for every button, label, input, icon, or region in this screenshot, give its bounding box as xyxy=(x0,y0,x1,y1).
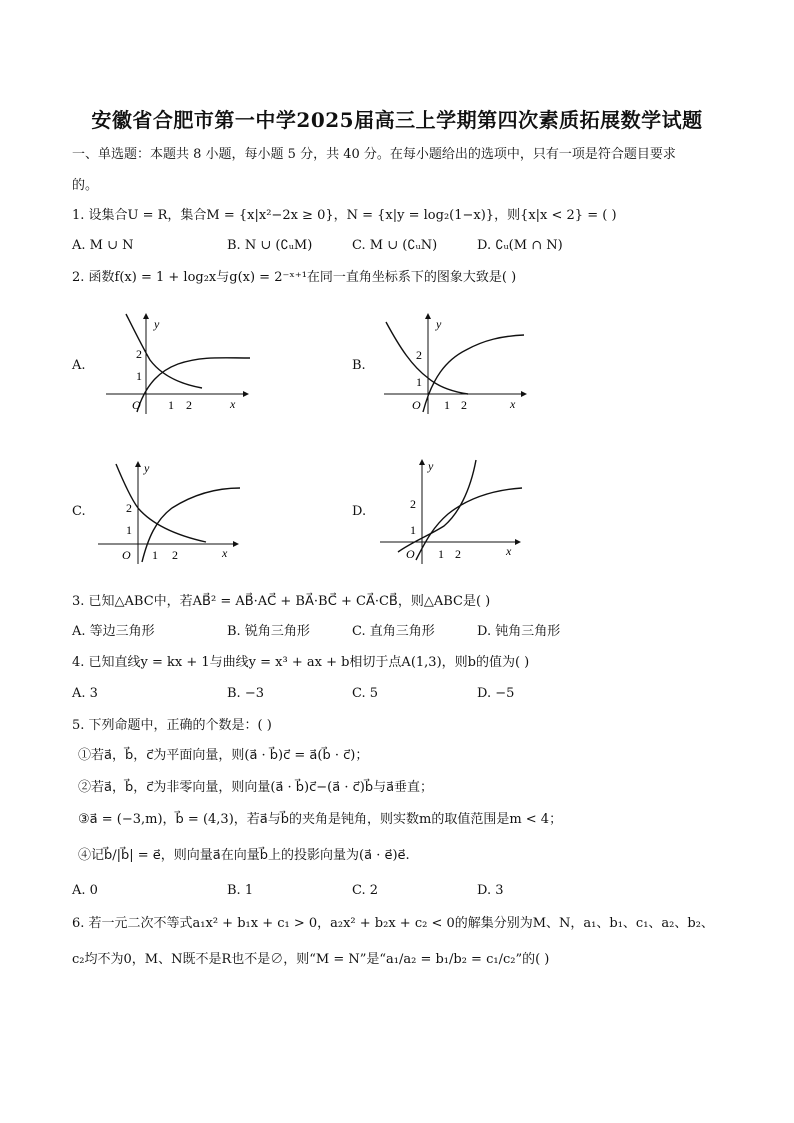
graph-b-tick-x1: 1 xyxy=(444,398,450,412)
graph-c-x-label: x xyxy=(222,546,228,560)
question-5-item-4: ④记b⃗/|b⃗| = e⃗，则向量a⃗在向量b⃗上的投影向量为(a⃗ · e⃗)e⃗. xyxy=(78,848,410,863)
graph-a-tick-x2: 2 xyxy=(186,398,192,412)
graph-d-tick-y1: 1 xyxy=(410,523,416,537)
question-1-stem: 1. 设集合U = R，集合M = {x|x²−2x ≥ 0}，N = {x|y = log₂(1−x)}，则{x|x < 2} = ( ) xyxy=(72,208,617,223)
question-4-option-a: A. 3 xyxy=(72,686,98,701)
graph-b-tick-x2: 2 xyxy=(461,398,467,412)
graph-c xyxy=(94,458,254,568)
question-4-option-d: D. −5 xyxy=(477,686,515,701)
question-5-option-a: A. 0 xyxy=(72,883,98,898)
graph-c-y-label: y xyxy=(144,461,150,475)
question-5-option-b: B. 1 xyxy=(227,883,254,898)
question-3-stem: 3. 已知△ABC中，若AB⃗² = AB⃗·AC⃗ + BA⃗·BC⃗ + CA⃗·CB⃗，则△ABC是( ) xyxy=(72,594,491,609)
graph-c-tick-y2: 2 xyxy=(126,501,132,515)
graph-b-curve-g xyxy=(386,322,468,394)
graph-d-tick-x1: 1 xyxy=(438,547,444,561)
graph-a-x-label: x xyxy=(230,397,236,411)
question-4-option-c: C. 5 xyxy=(352,686,379,701)
graph-d-tick-y2: 2 xyxy=(410,497,416,511)
question-5-item-2: ②若a⃗，b⃗，c⃗为非零向量，则向量(a⃗ · b⃗)c⃗−(a⃗ · c⃗)b⃗与a⃗垂直； xyxy=(78,780,434,795)
graph-d-x-label: x xyxy=(506,544,512,558)
question-6-line1: 6. 若一元二次不等式a₁x² + b₁x + c₁ > 0，a₂x² + b₂x + c₂ < 0的解集分别为M、N，a₁、b₁、c₁、a₂、b₂、 xyxy=(72,916,714,931)
graph-d-origin: O xyxy=(406,547,415,561)
graph-a-tick-y2: 2 xyxy=(136,347,142,361)
graph-c-tick-x1: 1 xyxy=(152,548,158,562)
question-1-option-a: A. M ∪ N xyxy=(72,238,134,253)
graph-d-tick-x2: 2 xyxy=(455,547,461,561)
question-3-option-d: D. 钝角三角形 xyxy=(477,624,561,639)
section-instructions-line1: 一、单选题：本题共 8 小题，每小题 5 分，共 40 分。在每小题给出的选项中，只有一项是符合题目要求 xyxy=(72,147,676,162)
section-instructions-line2: 的。 xyxy=(72,178,99,193)
graph-a-tick-x1: 1 xyxy=(168,398,174,412)
graph-a-y-label: y xyxy=(154,317,160,331)
question-6-line2: c₂均不为0，M、N既不是R也不是∅，则“M = N”是“a₁/a₂ = b₁/b₂ = c₁/c₂”的( ) xyxy=(72,952,550,967)
graph-a xyxy=(100,308,260,418)
graph-b xyxy=(378,308,538,418)
question-1-option-d: D. ∁ᵤ(M ∩ N) xyxy=(477,238,563,253)
question-2-stem: 2. 函数f(x) = 1 + log₂x与g(x) = 2⁻ˣ⁺¹在同一直角坐标系下的图象大致是( ) xyxy=(72,270,517,285)
graph-d xyxy=(376,456,536,568)
graph-b-x-label: x xyxy=(510,397,516,411)
question-3-option-b: B. 锐角三角形 xyxy=(227,624,310,639)
graph-c-label: C. xyxy=(72,504,86,519)
graph-b-y-label: y xyxy=(436,317,442,331)
graph-d-label: D. xyxy=(352,504,367,519)
question-5-option-d: D. 3 xyxy=(477,883,504,898)
graph-d-y-label: y xyxy=(428,459,434,473)
graph-b-label: B. xyxy=(352,358,366,373)
graph-b-curve-f xyxy=(423,335,524,412)
question-5-item-1: ①若a⃗，b⃗，c⃗为平面向量，则(a⃗ · b⃗)c⃗ = a⃗(b⃗ · c⃗)； xyxy=(78,748,369,763)
question-4-stem: 4. 已知直线y = kx + 1与曲线y = x³ + ax + b相切于点A(1,3)，则b的值为( ) xyxy=(72,655,530,670)
question-5-option-c: C. 2 xyxy=(352,883,379,898)
question-1-option-b: B. N ∪ (∁ᵤM) xyxy=(227,238,313,253)
question-3-option-c: C. 直角三角形 xyxy=(352,624,435,639)
graph-b-tick-y1: 1 xyxy=(416,375,422,389)
graph-a-origin: O xyxy=(132,398,141,412)
graph-a-tick-y1: 1 xyxy=(136,369,142,383)
graph-b-tick-y2: 2 xyxy=(416,348,422,362)
page-title: 安徽省合肥市第一中学2025届高三上学期第四次素质拓展数学试题 xyxy=(91,108,703,132)
question-5-stem: 5. 下列命题中，正确的个数是：( ) xyxy=(72,718,272,733)
graph-a-label: A. xyxy=(72,358,86,373)
graph-c-origin: O xyxy=(122,548,131,562)
question-3-option-a: A. 等边三角形 xyxy=(72,624,155,639)
graph-c-tick-x2: 2 xyxy=(172,548,178,562)
graph-c-tick-y1: 1 xyxy=(126,523,132,537)
graph-b-origin: O xyxy=(412,398,421,412)
question-1-option-c: C. M ∪ (∁ᵤN) xyxy=(352,238,438,253)
question-4-option-b: B. −3 xyxy=(227,686,264,701)
question-5-item-3: ③a⃗ = (−3,m)，b⃗ = (4,3)，若a⃗与b⃗的夹角是钝角，则实数m的取值范围是m < 4； xyxy=(78,812,563,827)
